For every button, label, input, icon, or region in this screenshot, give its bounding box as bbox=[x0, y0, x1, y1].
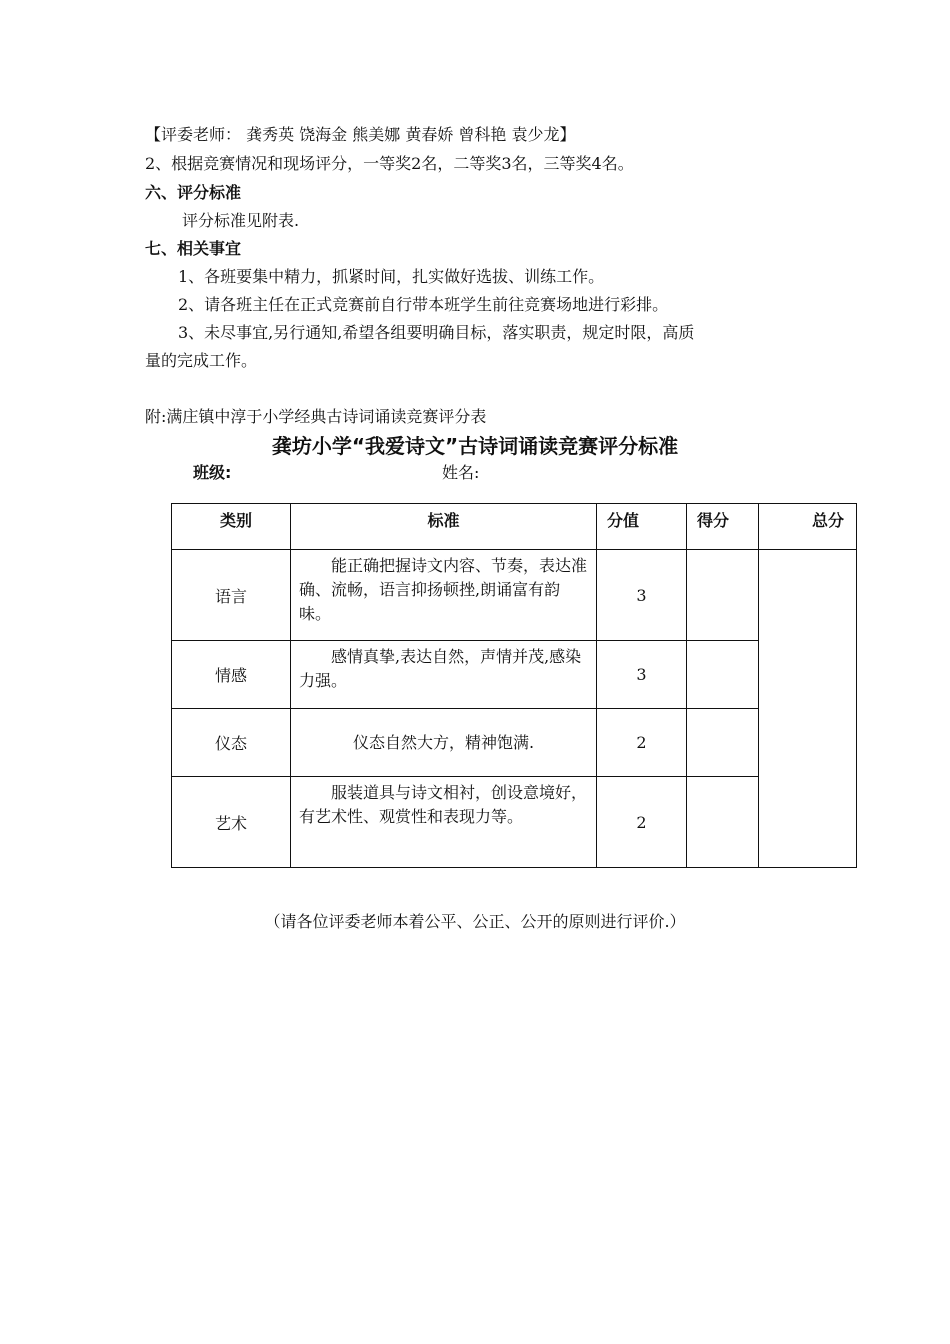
score-cell bbox=[687, 709, 759, 777]
award-line: 2、根据竞赛情况和现场评分，一等奖2名，二等奖3名，三等奖4名。 bbox=[145, 154, 634, 173]
category-cell: 语言 bbox=[172, 550, 291, 641]
section7-heading: 七、相关事宜 bbox=[145, 239, 242, 258]
table-header-row bbox=[172, 504, 857, 550]
score-cell bbox=[687, 641, 759, 709]
category-cell: 仪态 bbox=[172, 709, 291, 777]
header-total: 总分 bbox=[759, 504, 857, 550]
standard-cell: 服装道具与诗文相衬，创设意境好，有艺术性、观赏性和表现力等。 bbox=[291, 777, 597, 868]
points-cell: 3 bbox=[597, 550, 687, 641]
table-row bbox=[172, 550, 857, 641]
appendix-line: 附:满庄镇中淳于小学经典古诗词诵读竞赛评分表 bbox=[145, 407, 487, 426]
score-cell bbox=[687, 550, 759, 641]
standard-cell: 仪态自然大方，精神饱满. bbox=[291, 709, 597, 777]
table-row bbox=[172, 709, 857, 777]
table-row bbox=[172, 641, 857, 709]
standard-cell: 感情真挚,表达自然，声情并茂,感染力强。 bbox=[291, 641, 597, 709]
points-cell: 2 bbox=[597, 777, 687, 868]
header-category: 类别 bbox=[172, 504, 291, 550]
category-cell: 情感 bbox=[172, 641, 291, 709]
class-label: 班级: bbox=[193, 463, 232, 482]
section6-heading: 六、评分标准 bbox=[145, 183, 242, 202]
scoring-table bbox=[171, 503, 857, 868]
evaluation-note: （请各位评委老师本着公平、公正、公开的原则进行评价.） bbox=[264, 912, 686, 931]
score-cell bbox=[687, 777, 759, 868]
points-cell: 3 bbox=[597, 641, 687, 709]
header-points: 分值 bbox=[597, 504, 687, 550]
header-score: 得分 bbox=[687, 504, 759, 550]
judges-line: 【评委老师： 龚秀英 饶海金 熊美娜 黄春娇 曾科艳 袁少龙】 bbox=[145, 125, 576, 144]
header-standard: 标准 bbox=[291, 504, 597, 550]
item-3-continued: 量的完成工作。 bbox=[145, 351, 258, 370]
section6-body: 评分标准见附表. bbox=[182, 211, 300, 230]
standard-cell: 能正确把握诗文内容、节奏，表达准确、流畅，语言抑扬顿挫,朗诵富有韵味。 bbox=[291, 550, 597, 641]
form-title: 龚坊小学“我爱诗文”古诗词诵读竞赛评分标准 bbox=[271, 434, 679, 458]
points-cell: 2 bbox=[597, 709, 687, 777]
name-label: 姓名: bbox=[442, 463, 480, 482]
total-cell bbox=[759, 550, 857, 868]
item-1: 1、各班要集中精力，抓紧时间，扎实做好选拔、训练工作。 bbox=[178, 267, 605, 286]
item-3: 3、未尽事宜,另行通知,希望各组要明确目标，落实职责，规定时限，高质 bbox=[178, 323, 695, 342]
category-cell: 艺术 bbox=[172, 777, 291, 868]
item-2: 2、请各班主任在正式竞赛前自行带本班学生前往竞赛场地进行彩排。 bbox=[178, 295, 669, 314]
table-row bbox=[172, 777, 857, 868]
